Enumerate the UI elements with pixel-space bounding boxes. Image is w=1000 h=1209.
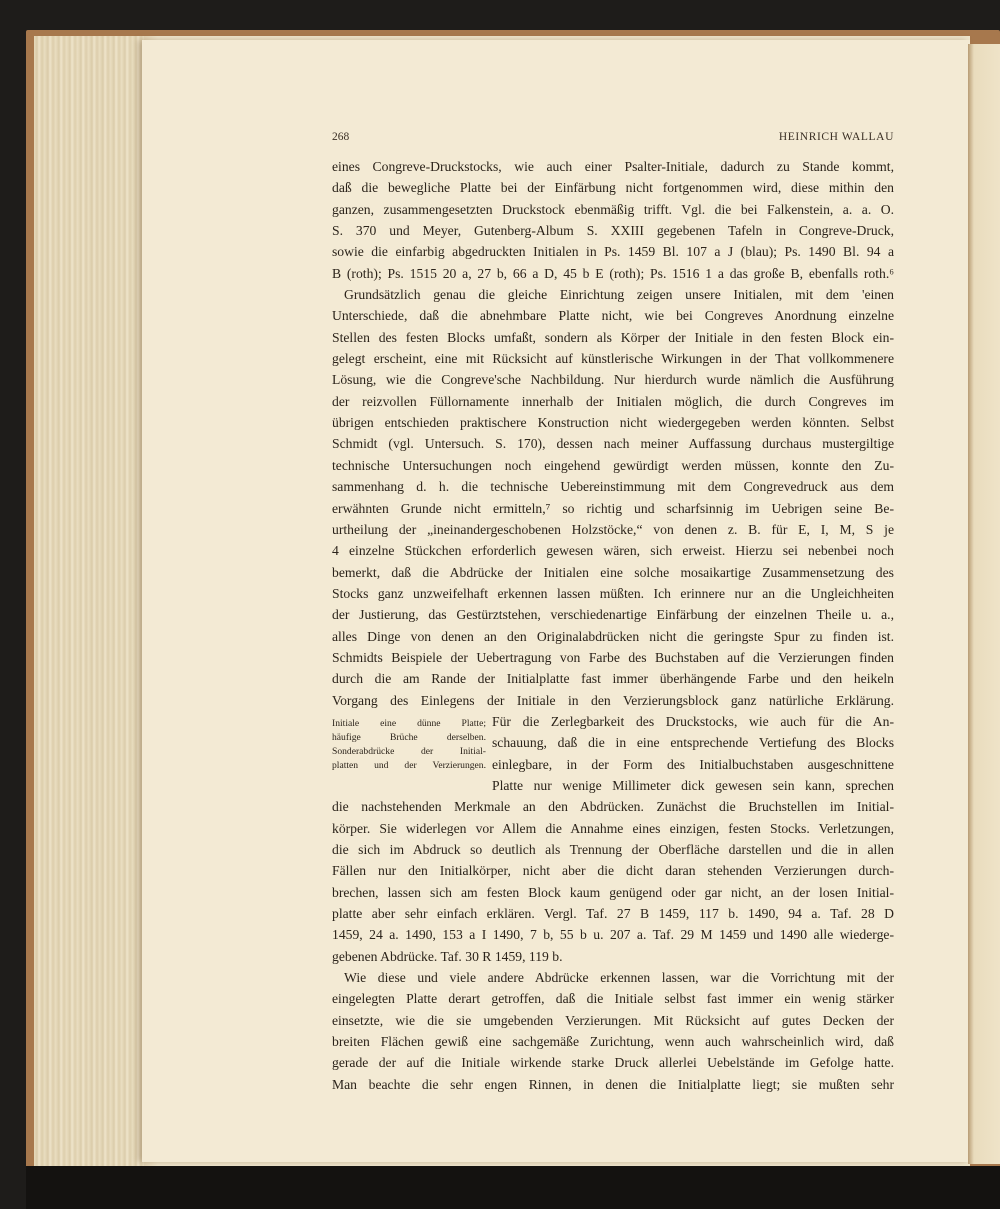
text-line: Für die Zerlegbarkeit des Druckstocks, wie auch für die An- bbox=[492, 713, 894, 729]
text-line: einsetzte, wie die sie umgebenden Verzierungen. Mit Rücksicht auf gutes Decken der bbox=[332, 1012, 894, 1028]
text-line: alles Dinge von denen an den Originalabdrücken nicht die geringste Spur zu finden ist. bbox=[332, 628, 894, 644]
facing-page-edge bbox=[968, 44, 1000, 1164]
text-line: erwähnten Grunde nicht ermitteln,⁷ so richtig und scharfsinnig im Uebrigen seine Be- bbox=[332, 500, 894, 516]
text-line: 1459, 24 a. 1490, 153 a I 1490, 7 b, 55 b u. 207 a. Taf. 29 M 1459 und 1490 alle wiederge- bbox=[332, 927, 894, 943]
text-line: technische Untersuchungen noch eingehend gewürdigt werden müssen, konnte den Zu- bbox=[332, 457, 894, 473]
text-line: die nachstehenden Merkmale an den Abdrücken. Zunächst die Bruchstellen im Initial- bbox=[332, 799, 894, 815]
text-line: B (roth); Ps. 1515 20 a, 27 b, 66 a D, 45 b E (roth); Ps. 1516 1 a das große B, ebenfalls roth.⁶ bbox=[332, 265, 894, 281]
text-line: Stellen des festen Blocks umfaßt, sondern als Körper der Initiale in den festen Block ein- bbox=[332, 329, 894, 345]
margin-note-line: Sonderabdrücke der Initial- bbox=[332, 746, 486, 758]
text-line: gelegt erscheint, eine mit Rücksicht auf künstlerische Wirkungen in der That vollkommenere bbox=[332, 351, 894, 367]
page-number: 268 bbox=[332, 131, 350, 143]
text-line: übrigen entschieden praktischere Konstruction nicht wiedergegeben werden könnten. Selbst bbox=[332, 415, 894, 431]
text-line: die sich im Abdruck so deutlich als Trennung der Oberfläche darstellen und die in allen bbox=[332, 842, 894, 857]
margin-note bbox=[332, 711, 486, 796]
paragraph-4 bbox=[332, 967, 894, 1095]
margin-note-line: Initiale eine dünne Platte; bbox=[332, 717, 486, 729]
text-line: Unterschiede, daß die abnehmbare Platte nicht, wie bei Congreves Anordnung einzelne bbox=[332, 308, 894, 324]
margin-note-line: häufige Brüche derselben. bbox=[332, 732, 486, 744]
text-line: platte aber sehr einfach erklären. Vergl. Taf. 27 B 1459, 117 b. 1490, 94 a. Taf. 28 D bbox=[332, 906, 894, 922]
text-line: Fällen nur den Initialkörper, nicht aber die dicht daran stehenden Verzierungen durch- bbox=[332, 863, 894, 879]
text-line: gerade der auf die Initiale wirkende starke Druck allerlei Uebelstände im Gefolge hatte. bbox=[332, 1055, 894, 1071]
text-line: einlegbare, in der Form des Initialbuchstaben ausgeschnittene bbox=[492, 756, 894, 772]
text-line: Platte nur wenige Millimeter dick gewesen sein kann, sprechen bbox=[492, 777, 894, 793]
text-line: urtheilung der „ineinandergeschobenen Holzstöcke,“ von denen z. B. für E, I, M, S je bbox=[332, 521, 894, 537]
margin-note-line: platten und der Verzierungen. bbox=[332, 760, 486, 772]
text-line: Vorgang des Einlegens der Initiale in den Verzierungsblock ganz natürliche Erklärung. bbox=[332, 692, 894, 708]
text-line: sowie die einfarbig abgedruckten Initialen in Ps. 1459 Bl. 107 a J (blau); Ps. 1490 Bl. 94 a bbox=[332, 244, 894, 260]
text-line: eingelegten Platte derart getroffen, daß die Initiale selbst fast immer ein wenig stärker bbox=[332, 991, 894, 1007]
text-line: gebenen Abdrücke. Taf. 30 R 1459, 119 b. bbox=[332, 948, 563, 964]
text-line: der Justierung, das Gestürztstehen, verschiedenartige Einfärbung der einzelnen Theile u. a., bbox=[332, 607, 894, 623]
paragraph-3 bbox=[332, 796, 894, 967]
text-line: Grundsätzlich genau die gleiche Einrichtung zeigen unsere Initialen, mit dem 'einen bbox=[344, 287, 894, 303]
running-header bbox=[332, 131, 894, 149]
body-text bbox=[332, 156, 894, 1095]
text-line: daß die bewegliche Platte bei der Einfärbung nicht fortgenommen wird, diese mithin den bbox=[332, 180, 894, 196]
text-line: Wie diese und viele andere Abdrücke erkennen lassen, war die Vorrichtung mit der bbox=[344, 970, 894, 986]
text-line: Schmidt (vgl. Untersuch. S. 170), dessen nach meiner Auffassung durchaus mustergiltige bbox=[332, 436, 894, 452]
text-line: breiten Flächen gewiß eine sachgemäße Zurichtung, wenn auch wahrscheinlich wird, daß bbox=[332, 1034, 894, 1050]
text-line: der reizvollen Füllornamente innerhalb der Initialen möglich, die durch Congreves im bbox=[332, 393, 894, 409]
text-line: S. 370 und Meyer, Gutenberg-Album S. XXIII gegebenen Tafeln in Congreve-Druck, bbox=[332, 223, 894, 239]
text-line: Man beachte die sehr engen Rinnen, in denen die Initialplatte liegt; sie mußten sehr bbox=[332, 1076, 894, 1092]
text-line: Lösung, wie die Congreve'sche Nachbildung. Nur hierdurch wurde nämlich die Ausführung bbox=[332, 372, 894, 388]
text-line: ganzen, zusammengesetzten Druckstock ebenmäßig trifft. Vgl. die bei Falkenstein, a. a. O. bbox=[332, 201, 894, 217]
background-shadow bbox=[26, 1166, 1000, 1209]
text-line: sammenhang d. h. die technische Uebereinstimmung mit dem Congrevedruck aus dem bbox=[332, 479, 894, 495]
text-line: körper. Sie widerlegen vor Allem die Annahme eines einzigen, festen Stocks. Verletzungen, bbox=[332, 820, 894, 836]
text-line: brechen, lassen sich am festen Block kaum genügend oder gar nicht, an der losen Initial- bbox=[332, 884, 894, 900]
paragraph-1 bbox=[332, 156, 894, 284]
text-line: Schmidts Beispiele der Uebertragung von Farbe des Buchstaben auf die Verzierungen finden bbox=[332, 649, 894, 665]
text-line: durch die am Rande der Initialplatte fast immer überhängende Farbe und den heikeln bbox=[332, 671, 894, 687]
running-title: HEINRICH WALLAU bbox=[778, 131, 894, 143]
text-line: 4 einzelne Stückchen erforderlich gewesen wären, sich erweist. Hierzu sei nebenbei noch bbox=[332, 543, 894, 559]
paragraph-3-with-margin-note bbox=[332, 711, 894, 796]
text-line: eines Congreve-Druckstocks, wie auch einer Psalter-Initiale, dadurch zu Stande kommt, bbox=[332, 159, 894, 174]
page-edges bbox=[34, 36, 144, 1166]
paragraph-2 bbox=[332, 284, 894, 711]
text-line: Stocks ganz unzweifelhaft erkennen lassen müßten. Ich erinnere nur an die Ungleichheiten bbox=[332, 585, 894, 601]
paragraph-3-opening bbox=[486, 711, 894, 796]
text-line: schauung, daß die in eine entsprechende Vertiefung des Blocks bbox=[492, 735, 894, 751]
text-line: bemerkt, daß die Abdrücke der Initialen eine solche mosaikartige Zusammensetzung des bbox=[332, 564, 894, 580]
